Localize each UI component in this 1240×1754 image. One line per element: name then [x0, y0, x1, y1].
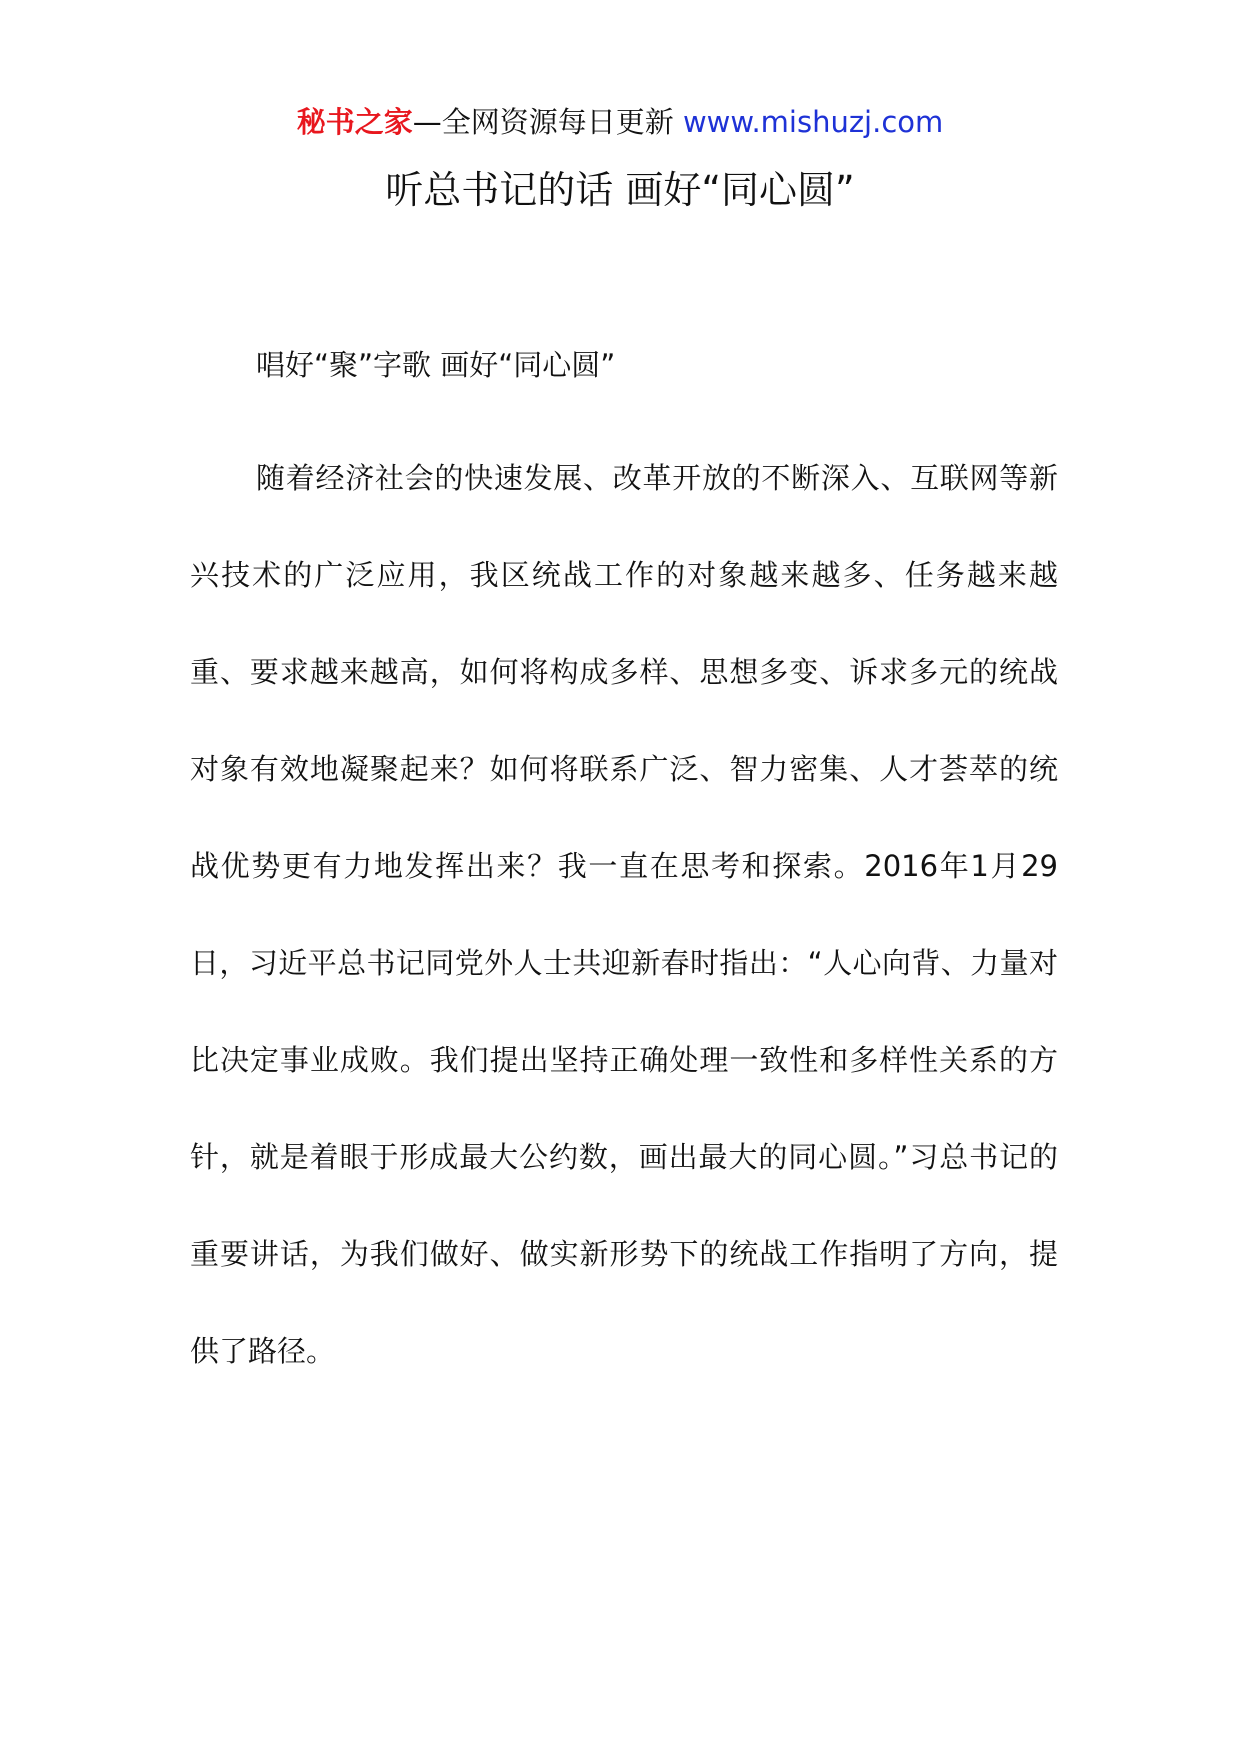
brand-name: 秘书之家 [296, 105, 413, 139]
body-paragraph: 随着经济社会的快速发展、改革开放的不断深入、互联网等新兴技术的广泛应用，我区统战工作的对象越来越多、任务越来越重、要求越来越高，如何将构成多样、思想多变、诉求多元的统战对象有效地凝聚起来？如何将联系广泛、智力密集、人才荟萃的统战优势更有力地发挥出来？我一直在思考和探索。2016年1月29日，习近平总书记同党外人士共迎新春时指出：“人心向背、力量对比决定事业成败。我们提出坚持正确处理一致性和多样性关系的方针，就是着眼于形成最大公约数，画出最大的同心圆。”习总书记的重要讲话，为我们做好、做实新形势下的统战工作指明了方向，提供了路径。 [190, 461, 1058, 1368]
header-tagline: —全网资源每日更新 [412, 105, 683, 139]
document-title: 听总书记的话 画好“同心圆” [385, 168, 855, 212]
site-header [0, 100, 1240, 144]
site-url-link[interactable]: www.mishuzj.com [682, 105, 944, 139]
section-subheading: 唱好“聚”字歌 画好“同心圆” [256, 348, 616, 382]
